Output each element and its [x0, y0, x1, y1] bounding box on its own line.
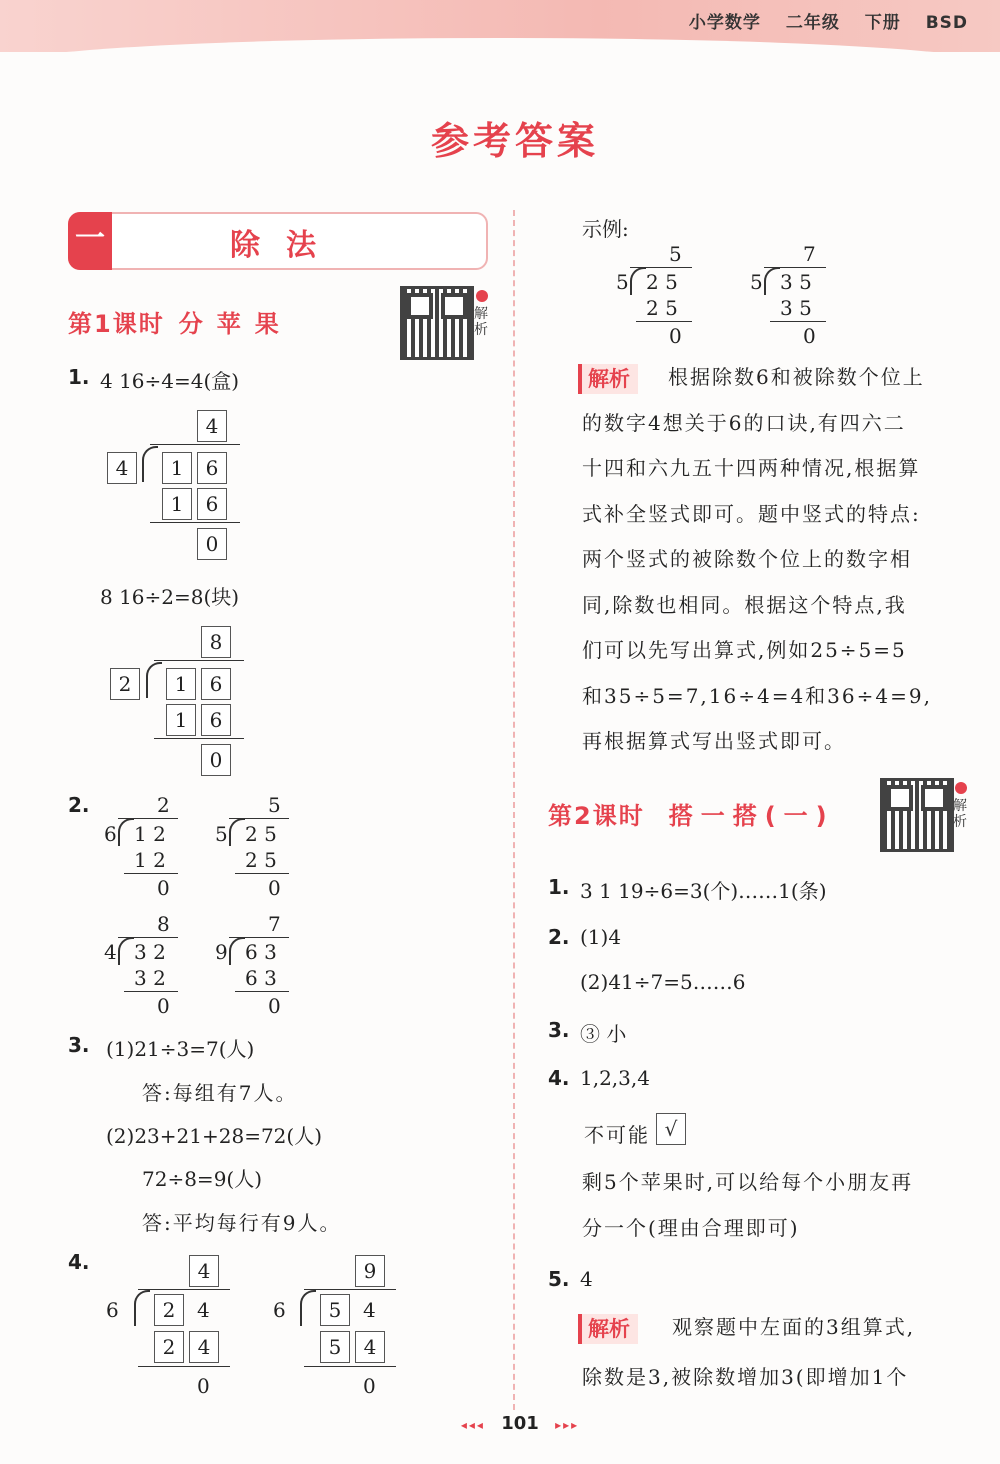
dividend-box: 6	[201, 668, 231, 700]
qr-code-icon[interactable]	[400, 286, 474, 360]
reason-line: 剩5个苹果时,可以给每个小朋友再	[582, 1170, 914, 1194]
question-number: 5.	[548, 1267, 570, 1291]
subtraction-line	[124, 873, 178, 874]
lesson2-label: 第2课时	[548, 802, 645, 830]
reason-line: 分一个(理由合理即可)	[582, 1216, 800, 1240]
answer-line: 答:每组有7人。	[142, 1081, 298, 1105]
remainder: 0	[197, 1374, 210, 1398]
remainder: 0	[669, 324, 682, 348]
division-bar	[304, 1289, 396, 1290]
answer-text: 4 16÷4=4(盒)	[100, 369, 240, 393]
dividend: 1 2	[134, 822, 166, 846]
division-bracket	[229, 818, 245, 846]
division-bracket	[142, 446, 158, 482]
remainder-box: 0	[197, 528, 227, 560]
lesson2-heading	[548, 796, 835, 831]
example-label: 示例:	[582, 217, 629, 241]
remainder: 0	[363, 1374, 376, 1398]
divisor: 6	[273, 1298, 286, 1322]
product-box: 4	[189, 1331, 219, 1363]
dividend-box: 2	[154, 1294, 184, 1326]
division-bracket	[630, 267, 646, 295]
page-title: 参考答案	[430, 119, 599, 163]
product-box: 1	[162, 488, 192, 520]
header-edition: BSD	[925, 13, 968, 33]
answer-text: 4	[580, 1267, 593, 1291]
divisor: 5	[616, 270, 629, 294]
division-bracket	[229, 937, 245, 965]
dividend: 3 5	[780, 270, 812, 294]
quotient: 7	[803, 242, 816, 266]
subtraction-line	[124, 991, 178, 992]
lesson1-title: 分苹果	[178, 310, 293, 338]
question-number: 4.	[548, 1066, 570, 1090]
answer-line: (2)23+21+28=72(人)	[106, 1124, 323, 1148]
dividend: 2 5	[245, 822, 277, 846]
division-bar	[150, 444, 240, 445]
unit-title: 除法	[230, 228, 342, 263]
analysis-line: 再根据算式写出竖式即可。	[582, 729, 846, 753]
analysis-line: 十四和六九五十四两种情况,根据算	[582, 456, 921, 480]
remainder: 0	[157, 876, 170, 900]
product: 6 3	[245, 966, 277, 990]
dividend: 2 5	[646, 270, 678, 294]
quotient-box: 9	[355, 1255, 385, 1287]
subtraction-line	[235, 991, 289, 992]
division-bracket	[134, 1290, 150, 1326]
qr-code-icon[interactable]	[880, 778, 954, 852]
subtraction-line	[154, 738, 244, 739]
subtraction-line	[770, 321, 826, 322]
divisor-box: 2	[110, 668, 140, 700]
divisor: 4	[104, 940, 117, 964]
subtraction-line	[235, 873, 289, 874]
quotient-box: 4	[197, 410, 227, 442]
answer-text: 1,2,3,4	[580, 1066, 650, 1090]
play-icon	[955, 782, 967, 794]
page-footer	[0, 1413, 1000, 1434]
dividend-box: 6	[197, 452, 227, 484]
dividend-digit: 4	[197, 1298, 210, 1322]
question-number: 3.	[68, 1033, 90, 1057]
product: 1 2	[134, 848, 166, 872]
analysis-line: 的数字4想关于6的口诀,有四六二	[582, 411, 906, 435]
choice-text: 不可能	[584, 1123, 650, 1147]
quotient-box: 8	[201, 626, 231, 658]
dividend-digit: 4	[363, 1298, 376, 1322]
analysis-line: 观察题中左面的3组算式,	[672, 1315, 916, 1339]
answer-text: (1)4	[580, 925, 622, 949]
remainder: 0	[268, 876, 281, 900]
remainder: 0	[803, 324, 816, 348]
question-number: 3.	[548, 1018, 570, 1042]
lesson1-heading	[68, 304, 293, 339]
question-number: 4.	[68, 1250, 90, 1274]
division-bar	[138, 1289, 230, 1290]
divisor: 5	[750, 270, 763, 294]
header-info	[671, 8, 968, 33]
answer-text: ③ 小	[580, 1022, 627, 1046]
answer-line: (1)21÷3=7(人)	[106, 1037, 255, 1061]
quotient-box: 4	[189, 1255, 219, 1287]
quotient: 2	[157, 793, 170, 817]
divisor: 6	[106, 1298, 119, 1322]
check-box: √	[656, 1113, 686, 1145]
answer-text: 3 1 19÷6=3(个)……1(条)	[580, 879, 827, 903]
product-box: 4	[355, 1331, 385, 1363]
analysis-line: 和35÷5=7,16÷4=4和36÷4=9,	[582, 684, 932, 708]
quotient: 7	[268, 912, 281, 936]
question-number: 1.	[68, 365, 90, 389]
answer-text: (2)41÷7=5……6	[580, 970, 746, 994]
subtraction-line	[304, 1366, 396, 1367]
divisor: 9	[215, 940, 228, 964]
product: 2 5	[646, 296, 678, 320]
dividend-box: 1	[162, 452, 192, 484]
answer-line: 72÷8=9(人)	[142, 1167, 263, 1191]
product-box: 1	[166, 704, 196, 736]
dividend-box: 5	[320, 1294, 350, 1326]
unit-number: 一	[68, 212, 112, 270]
division-bar	[154, 660, 244, 661]
answer-text: 8 16÷2=8(块)	[100, 585, 240, 609]
analysis-label: 解析	[578, 364, 638, 394]
product-box: 6	[197, 488, 227, 520]
divisor-box: 4	[107, 452, 137, 484]
quotient: 5	[669, 242, 682, 266]
analysis-line: 根据除数6和被除数个位上	[668, 365, 925, 389]
remainder: 0	[268, 994, 281, 1018]
subtraction-line	[138, 1366, 230, 1367]
column-divider	[513, 210, 515, 1410]
division-bracket	[146, 662, 162, 698]
dividend: 3 2	[134, 940, 166, 964]
divisor: 6	[104, 822, 117, 846]
division-bracket	[300, 1290, 316, 1326]
division-bracket	[118, 818, 134, 846]
division-bracket	[764, 267, 780, 295]
prev-arrows-icon: ◂◂◂	[460, 1418, 485, 1432]
analysis-line: 除数是3,被除数增加3(即增加1个	[582, 1365, 909, 1389]
remainder: 0	[157, 994, 170, 1018]
dividend: 6 3	[245, 940, 277, 964]
header-subject: 小学数学	[688, 13, 761, 33]
product-box: 5	[320, 1331, 350, 1363]
question-number: 2.	[68, 793, 90, 817]
divisor: 5	[215, 822, 228, 846]
analysis-line: 式补全竖式即可。题中竖式的特点:	[582, 502, 921, 526]
answer-line: 答:平均每行有9人。	[142, 1211, 342, 1235]
product: 3 5	[780, 296, 812, 320]
qr-label: 解析	[953, 798, 967, 830]
next-arrows-icon: ▸▸▸	[555, 1418, 580, 1432]
question-number: 1.	[548, 875, 570, 899]
division-bracket	[118, 937, 134, 965]
header-grade: 二年级	[785, 13, 840, 33]
analysis-line: 同,除数也相同。根据这个特点,我	[582, 593, 907, 617]
question-number: 2.	[548, 925, 570, 949]
remainder-box: 0	[201, 744, 231, 776]
analysis-line: 们可以先写出算式,例如25÷5=5	[582, 638, 907, 662]
quotient: 5	[268, 793, 281, 817]
lesson1-label: 第1课时	[68, 310, 165, 338]
product: 3 2	[134, 966, 166, 990]
dividend-box: 1	[166, 668, 196, 700]
analysis-label: 解析	[578, 1314, 638, 1344]
product-box: 2	[154, 1331, 184, 1363]
product-box: 6	[201, 704, 231, 736]
subtraction-line	[150, 522, 240, 523]
qr-label: 解析	[474, 306, 488, 338]
analysis-line: 两个竖式的被除数个位上的数字相	[582, 547, 912, 571]
subtraction-line	[636, 321, 692, 322]
product: 2 5	[245, 848, 277, 872]
page-number: 101	[501, 1413, 539, 1434]
play-icon	[476, 290, 488, 302]
header-term: 下册	[864, 13, 901, 33]
quotient: 8	[157, 912, 170, 936]
lesson2-title: 搭一搭(一)	[668, 802, 835, 830]
